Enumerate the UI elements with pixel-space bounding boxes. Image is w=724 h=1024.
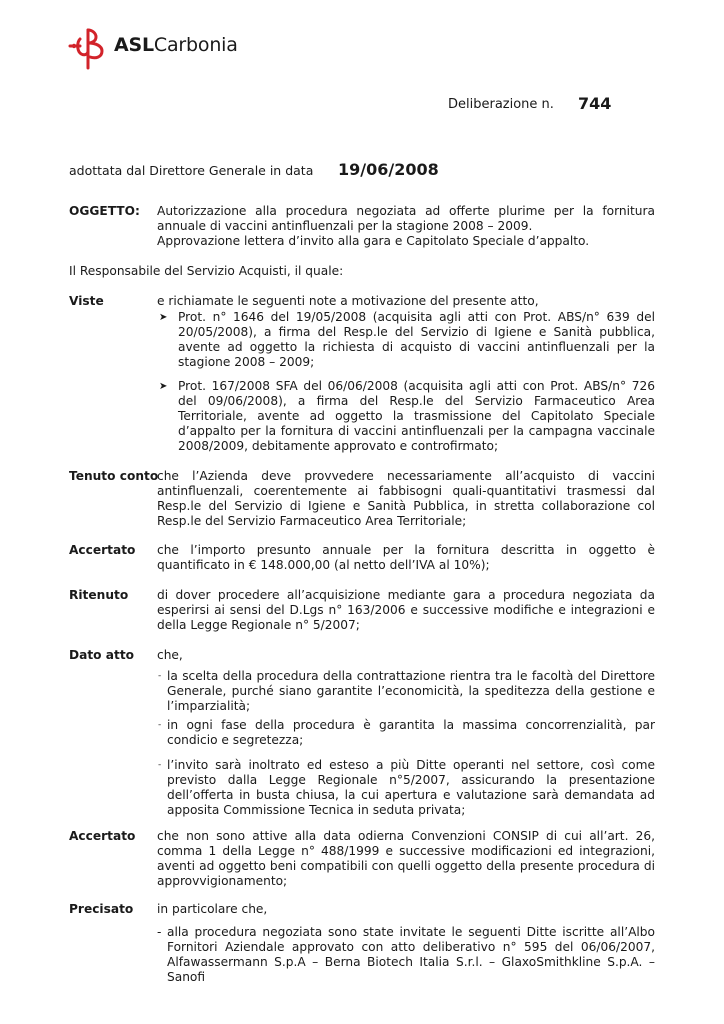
dato-atto-item-1: la scelta della procedura della contrattazione rientra tra le facoltà del Direttore Generale, purché siano garantite l’economicità, la speditezza della gestione e l’imparzialità; xyxy=(167,669,655,713)
accertato-2-text: che non sono attive alla data odierna Convenzioni CONSIP di cui all’art. 26, comma 1 della Legge n° 488/1999 e successive modificazioni ed integrazioni, aventi ad oggetto beni compatibili con quelli oggetto della presente procedura di approvvigionamento; xyxy=(157,829,655,888)
accertato-2-label: Accertato xyxy=(69,829,136,843)
ritenuto-text: di dover procedere all’acquisizione mediante gara a procedura negoziata da esperirsi ai sensi del D.Lgs n° 163/2006 e successive modifiche e integrazioni e della Legge Regionale n° 5/2007; xyxy=(157,588,655,632)
adopted-label: adottata dal Direttore Generale in data xyxy=(69,163,314,178)
asl-carbonia-logo-icon xyxy=(66,26,110,70)
ritenuto-label: Ritenuto xyxy=(69,588,129,602)
dato-atto-text: che, xyxy=(157,648,183,662)
subject-label: OGGETTO: xyxy=(69,204,140,218)
accertato-label: Accertato xyxy=(69,543,136,557)
deliberation-label: Deliberazione n. xyxy=(448,97,554,112)
brand-name: ASLCarbonia xyxy=(114,34,238,56)
precisato-text: in particolare che, xyxy=(157,902,268,916)
dash-bullet-icon: - xyxy=(157,925,162,939)
subject-text-2: Approvazione lettera d’invito alla gara e Capitolato Speciale d’appalto. xyxy=(157,234,590,248)
viste-bullet-2: Prot. 167/2008 SFA del 06/06/2008 (acquisita agli atti con Prot. ABS/n° 726 del 09/06/2008), a firma del Resp.le del Servizio Farmaceutico Area Territoriale, avente ad oggetto la trasmissione del Capitolato Speciale d’appalto per la fornitura di vaccini antinfluenzali per la campagna vaccinale 2008/2009, debitamente approvato e controfirmato; xyxy=(178,379,655,453)
arrow-bullet-icon: ➤ xyxy=(159,381,168,392)
viste-bullet-1: Prot. n° 1646 del 19/05/2008 (acquisita agli atti con Prot. ABS/n° 639 del 20/05/2008), a firma del Resp.le del Servizio di Igiene e Sanità pubblica, avente ad oggetto la richiesta di acquisto di vaccini antinfluenzali per la stagione 2008 – 2009; xyxy=(178,310,655,369)
dash-bullet-icon: - xyxy=(158,671,162,681)
precisato-item-1: alla procedura negoziata sono state invitate le seguenti Ditte iscritte all’Albo Fornitori Aziendale approvato con atto deliberativo n° 595 del 06/06/2007, Alfawassermann S.p.A – Berna Biotech Italia S.r.l. – GlaxoSmithkline S.p.A. – Sanofi xyxy=(167,925,655,984)
dato-atto-item-2: in ogni fase della procedura è garantita la massima concorrenzialità, par condicio e segretezza; xyxy=(167,718,655,747)
tenuto-conto-text: che l’Azienda deve provvedere necessariamente all’acquisto di vaccini antinfluenzali, coerentemente ai fabbisogni quali-quantitativi trasmessi dal Resp.le del Servizio di Igiene e Sanità Pubblica, in stretta collaborazione col Resp.le del Servizio Farmaceutico Area Territoriale; xyxy=(157,469,655,528)
dash-bullet-icon: - xyxy=(158,720,162,730)
subject-text: Autorizzazione alla procedura negoziata ad offerte plurime per la fornitura annuale di vaccini antinfluenzali per la stagione 2008 – 2009. xyxy=(157,204,655,233)
tenuto-conto-label: Tenuto conto xyxy=(69,469,159,483)
precisato-label: Precisato xyxy=(69,902,134,916)
dato-atto-label: Dato atto xyxy=(69,648,135,662)
accertato-text: che l’importo presunto annuale per la fornitura descritta in oggetto è quantificato in € 148.000,00 (al netto dell’IVA al 10%); xyxy=(157,543,655,572)
deliberation-number: 744 xyxy=(578,94,612,113)
dash-bullet-icon: - xyxy=(158,760,162,770)
viste-text: e richiamate le seguenti note a motivazione del presente atto, xyxy=(157,294,539,308)
arrow-bullet-icon: ➤ xyxy=(159,312,168,323)
viste-label: Viste xyxy=(69,294,104,308)
adopted-date: 19/06/2008 xyxy=(338,160,439,179)
dato-atto-item-3: l’invito sarà inoltrato ed esteso a più Ditte operanti nel settore, così come previsto dalla Legge Regionale n°5/2007, assicurando la presentazione dell’offerta in busta chiusa, la cui apertura e valutazione sarà demandata ad apposita Commissione Tecnica in seduta privata; xyxy=(167,758,655,817)
intro-text: Il Responsabile del Servizio Acquisti, il quale: xyxy=(69,264,344,278)
